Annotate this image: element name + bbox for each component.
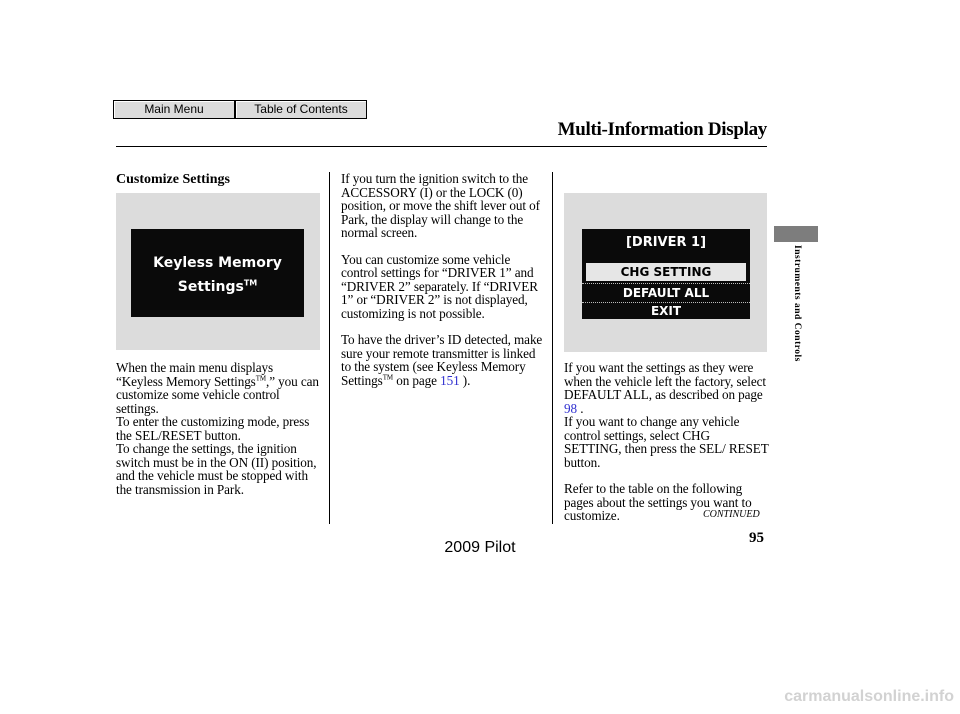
display-exit-row: EXIT: [650, 304, 682, 318]
driver-menu-figure: [564, 193, 767, 352]
keyless-memory-display: [131, 229, 304, 317]
column-3-text: [564, 361, 769, 523]
paragraph: When the main menu displays “Keyless Memory Settings™,” you can customize some vehicle control settings.: [116, 360, 319, 416]
chapter-tab: [774, 226, 818, 242]
paragraph: To enter the customizing mode, press the SEL/RESET button.: [116, 414, 310, 443]
display-driver-row: [DRIVER 1]: [625, 235, 707, 250]
driver-menu-display: [582, 229, 750, 319]
page-title: Multi-Information Display: [557, 119, 767, 140]
paragraph: Refer to the table on the following pages about the settings you want to customize.: [564, 481, 752, 523]
page-link-151[interactable]: 151: [440, 372, 460, 388]
paragraph: If you turn the ignition switch to the ACCESSORY (I) or the LOCK (0) position, or move the shift lever out of Park, the display will change to the normal screen.: [341, 171, 540, 240]
column-divider-right: [552, 172, 553, 524]
column-1-text: [116, 361, 321, 496]
display-line2: Settings™: [177, 278, 258, 295]
column-divider-left: [329, 172, 330, 524]
paragraph: To have the driver’s ID detected, make sure your remote transmitter is linked to the system (see Keyless Memory Settings™ on page 151 ).: [341, 332, 543, 388]
page-number: 95: [749, 530, 764, 546]
continued-label: CONTINUED: [703, 509, 760, 520]
heading-divider: [116, 146, 767, 147]
paragraph: If you want to change any vehicle control settings, select CHG SETTING, then press the SEL/ RESET button.: [564, 414, 769, 470]
section-title: Customize Settings: [116, 172, 230, 187]
paragraph: If you want the settings as they were when the vehicle left the factory, select DEFAULT ALL, as described on page 98 .: [564, 360, 766, 416]
table-of-contents-button[interactable]: Table of Contents: [235, 100, 367, 119]
column-2-text: [341, 172, 546, 387]
paragraph: To change the settings, the ignition switch must be in the ON (II) position, and the vehicle must be stopped with the transmission in Park.: [116, 441, 317, 497]
display-default-all-row: DEFAULT ALL: [582, 283, 750, 303]
paragraph: You can customize some vehicle control settings for “DRIVER 1” and “DRIVER 2” separately. If “DRIVER 1” or “DRIVER 2” is not displayed, customizing is not possible.: [341, 251, 538, 321]
footer-title: 2009 Pilot: [444, 539, 516, 556]
chapter-label: Instruments and Controls: [792, 245, 802, 362]
page-link-98[interactable]: 98: [564, 400, 577, 416]
watermark: carmanualsonline.info: [784, 688, 954, 705]
keyless-memory-figure: [116, 193, 320, 350]
main-menu-button[interactable]: Main Menu: [113, 100, 235, 119]
display-line1: Keyless Memory: [153, 255, 282, 271]
display-chg-setting-row: CHG SETTING: [586, 263, 746, 281]
